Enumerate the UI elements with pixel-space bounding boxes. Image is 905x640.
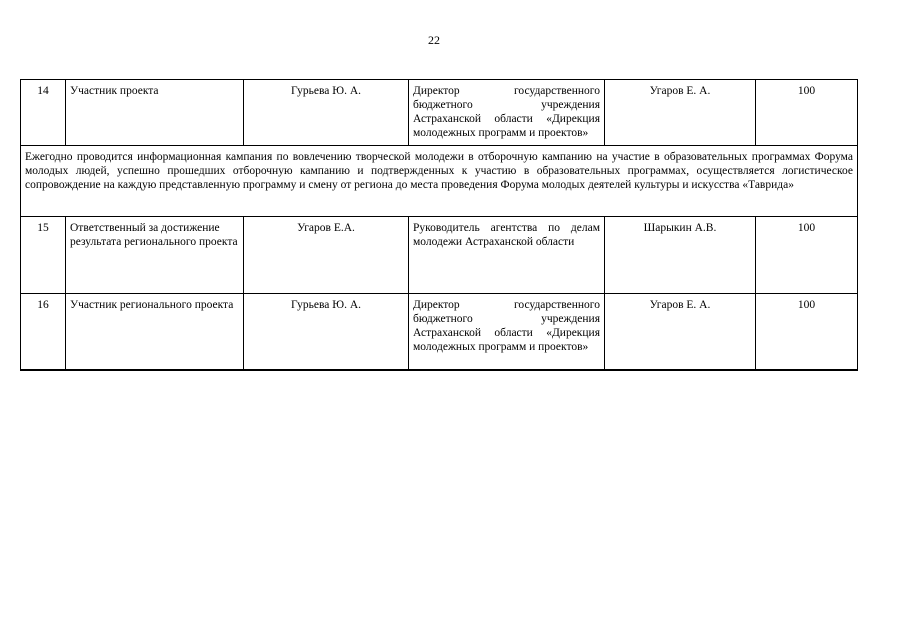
person-cell: Гурьева Ю. А. (244, 294, 409, 370)
row-number: 14 (21, 80, 66, 146)
row-number: 15 (21, 217, 66, 294)
percent-cell: 100 (756, 217, 858, 294)
table-row (21, 294, 858, 370)
page-number: 22 (428, 33, 440, 47)
position-cell: Директор государственного бюджетного учреждения Астраханской области «Дирекция молодежных программ и проектов» (409, 80, 605, 146)
section-note: Ежегодно проводится информационная кампания по вовлечению творческой молодежи в отборочную кампанию на участие в образовательных программах Форума молодых людей, успешно прошедших отборочную кампанию и подтвержденных к участию в образовательных программах, осуществляется логистическое сопровождение на каждую представленную программу и смену от региона до места проведения Форума молодых деятелей культуры и искусства «Таврида» (21, 146, 858, 217)
supervisor-cell: Шарыкин А.В. (605, 217, 756, 294)
position-cell: Руководитель агентства по делам молодежи Астраханской области (409, 217, 605, 294)
percent-cell: 100 (756, 80, 858, 146)
table-row (21, 80, 858, 146)
role-cell: Ответственный за достижение результата регионального проекта (66, 217, 244, 294)
person-cell: Гурьева Ю. А. (244, 80, 409, 146)
section-note-row (21, 146, 858, 217)
supervisor-cell: Угаров Е. А. (605, 294, 756, 370)
responsibility-table (20, 79, 858, 371)
supervisor-cell: Угаров Е. А. (605, 80, 756, 146)
percent-cell: 100 (756, 294, 858, 370)
table-row (21, 217, 858, 294)
position-cell: Директор государственного бюджетного учреждения Астраханской области «Дирекция молодежных программ и проектов» (409, 294, 605, 370)
person-cell: Угаров Е.А. (244, 217, 409, 294)
role-cell: Участник регионального проекта (66, 294, 244, 370)
row-number: 16 (21, 294, 66, 370)
role-cell: Участник проекта (66, 80, 244, 146)
